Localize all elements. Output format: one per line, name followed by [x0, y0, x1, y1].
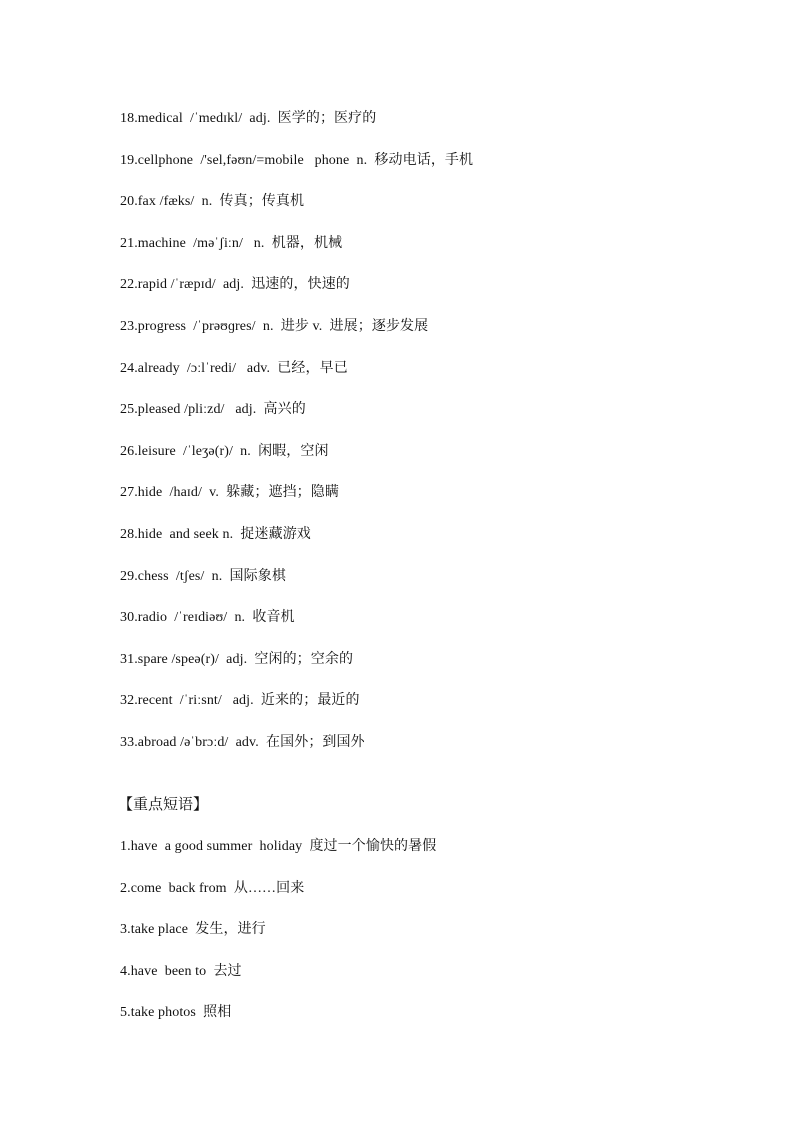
vocab-entry: 29.chess /tʃes/ n. 国际象棋 [120, 568, 286, 584]
vocab-entry: 28.hide and seek n. 捉迷藏游戏 [120, 527, 311, 542]
vocab-entry: 23.progress /ˈprəʊɡres/ n. 进步 v. 进展；逐步发展 [120, 319, 429, 334]
phrase-entry: 1.have a good summer holiday 度过一个愉快的暑假 [120, 839, 437, 854]
vocab-entry: 33.abroad /əˈbrɔːd/ adv. 在国外；到国外 [120, 735, 365, 750]
vocab-entry: 22.rapid /ˈræpɪd/ adj. 迅速的，快速的 [120, 277, 350, 293]
phrase-entry: 3.take place 发生，进行 [120, 922, 266, 938]
vocab-entry: 25.pleased /pliːzd/ adj. 高兴的 [120, 402, 306, 418]
phrase-entry: 4.have been to 去过 [120, 963, 242, 979]
vocab-entry: 32.recent /ˈriːsnt/ adj. 近来的；最近的 [120, 693, 360, 709]
vocab-entry: 27.hide /haɪd/ v. 躲藏；遮挡；隐瞒 [120, 485, 339, 501]
vocab-entry: 18.medical /ˈmedɪkl/ adj. 医学的；医疗的 [120, 111, 377, 126]
phrase-entry: 2.come back from 从……回来 [120, 880, 305, 896]
phrase-entry: 5.take photos 照相 [120, 1005, 232, 1021]
vocab-entry: 24.already /ɔːlˈredi/ adv. 已经，早已 [120, 360, 348, 376]
vocab-entry: 19.cellphone /'sel,fəʊn/=mobile phone n. 移动电话，手机 [120, 152, 474, 168]
vocab-entry: 31.spare /speə(r)/ adj. 空闲的；空余的 [120, 651, 354, 667]
vocab-entry: 26.leisure /ˈleʒə(r)/ n. 闲暇，空闲 [120, 443, 329, 459]
section-heading-key-phrases: 【重点短语】 [118, 795, 209, 813]
vocab-entry: 20.fax /fæks/ n. 传真；传真机 [120, 194, 305, 210]
vocab-entry: 21.machine /məˈʃiːn/ n. 机器，机械 [120, 235, 343, 251]
vocab-entry: 30.radio /ˈreɪdiəʊ/ n. 收音机 [120, 610, 295, 626]
